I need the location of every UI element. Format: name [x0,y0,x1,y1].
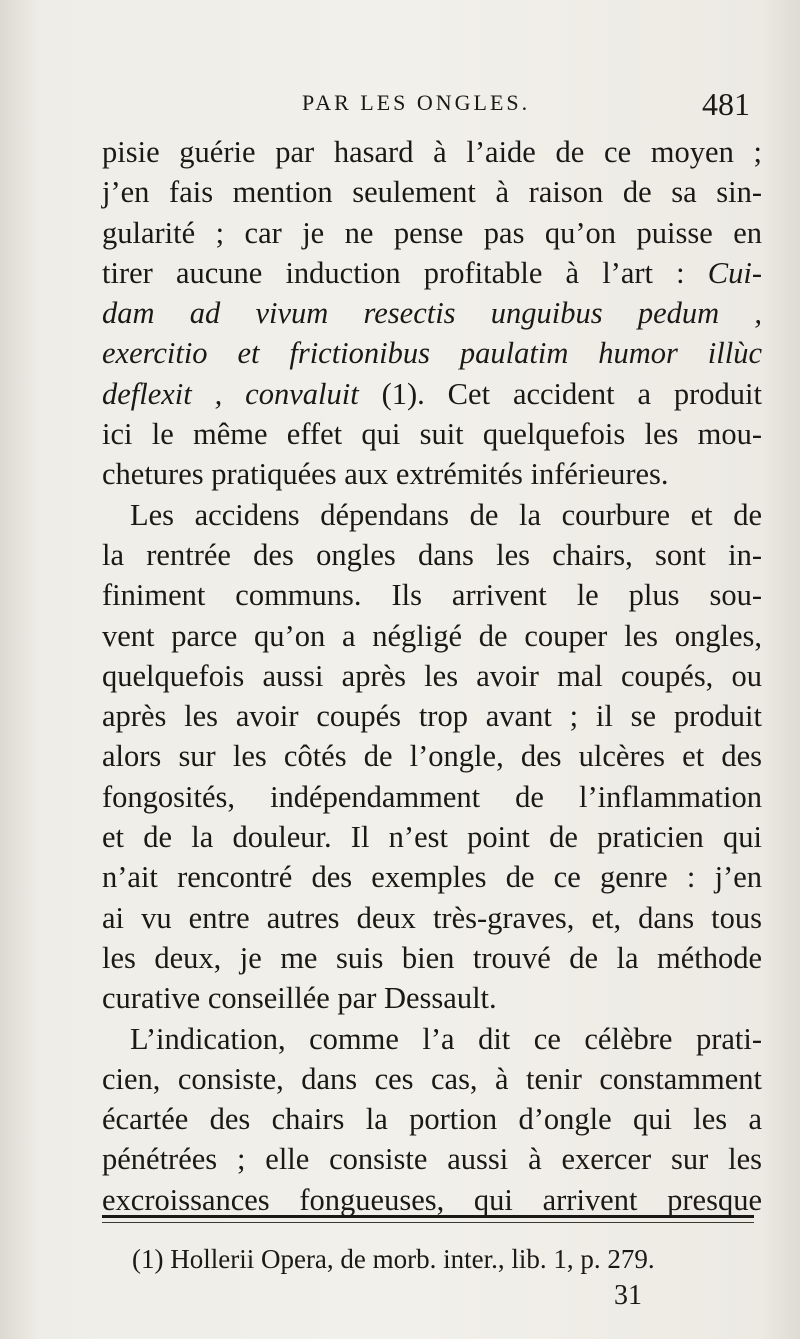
text-line: vent parce qu’on a négligé de couper les ongles, [102,618,762,653]
page-number: 481 [702,86,750,122]
text-line: ai vu entre autres deux très-graves, et, dans tous [102,900,762,935]
text-line: quelquefois aussi après les avoir mal coupés, ou [102,658,762,693]
text-fragment: (1). Cet accident a produit [381,376,762,411]
running-head: PAR LES ONGLES. [302,90,531,115]
page-header [0,86,800,126]
text-line: gularité ; car je ne pense pas qu’on puisse en [102,215,762,250]
text-line: Les accidens dépendans de la courbure et de [130,497,762,532]
text-line [102,253,762,293]
text-line: cien, consiste, dans ces cas, à tenir constamment [102,1061,762,1096]
text-line: n’ait rencontré des exemples de ce genre : j’en [102,860,762,895]
text-line: exercitio et frictionibus paulatim humor illùc [102,336,762,371]
text-line: pisie guérie par hasard à l’aide de ce moyen ; [102,135,762,169]
text-line: L’indication, comme l’a dit ce célèbre prati- [130,1021,762,1056]
signature-mark: 31 [614,1280,642,1311]
text-line: finiment communs. Ils arrivent le plus sou- [102,578,762,613]
text-line: fongosités, indépendamment de l’inflammation [102,779,762,814]
text-line: dam ad vivum resectis unguibus pedum , [102,296,762,331]
text-line: j’en fais mention seulement à raison de sa sin- [102,175,762,210]
footnote-rule [102,1215,754,1218]
text-line [102,374,762,414]
italic-fragment: Cui- [707,255,763,290]
text-line: la rentrée des ongles dans les chairs, sont in- [102,537,762,572]
footnote: (1) Hollerii Opera, de morb. inter., lib. 1, p. 279. [132,1244,655,1274]
text-line: après les avoir coupés trop avant ; il se produit [102,699,762,734]
text-line: et de la douleur. Il n’est point de praticien qui [102,820,762,855]
text-line: chetures pratiquées aux extrémités inférieures. [102,457,669,492]
text-line: curative conseillée par Dessault. [102,981,497,1016]
text-line: pénétrées ; elle consiste aussi à exercer sur les [102,1142,762,1177]
italic-fragment: deflexit , convaluit [102,376,359,411]
footnote-rule-thin [102,1222,754,1223]
text-line: les deux, je me suis bien trouvé de la méthode [102,940,762,975]
body-text [102,132,762,1220]
text-line: excroissances fongueuses, qui arrivent presque [102,1182,762,1217]
text-line: alors sur les côtés de l’ongle, des ulcères et des [102,739,762,774]
text-fragment: tirer aucune induction profitable à l’art : [102,255,685,290]
text-line: écartée des chairs la portion d’ongle qui les a [102,1102,762,1137]
text-line: ici le même effet qui suit quelquefois les mou- [102,417,762,452]
